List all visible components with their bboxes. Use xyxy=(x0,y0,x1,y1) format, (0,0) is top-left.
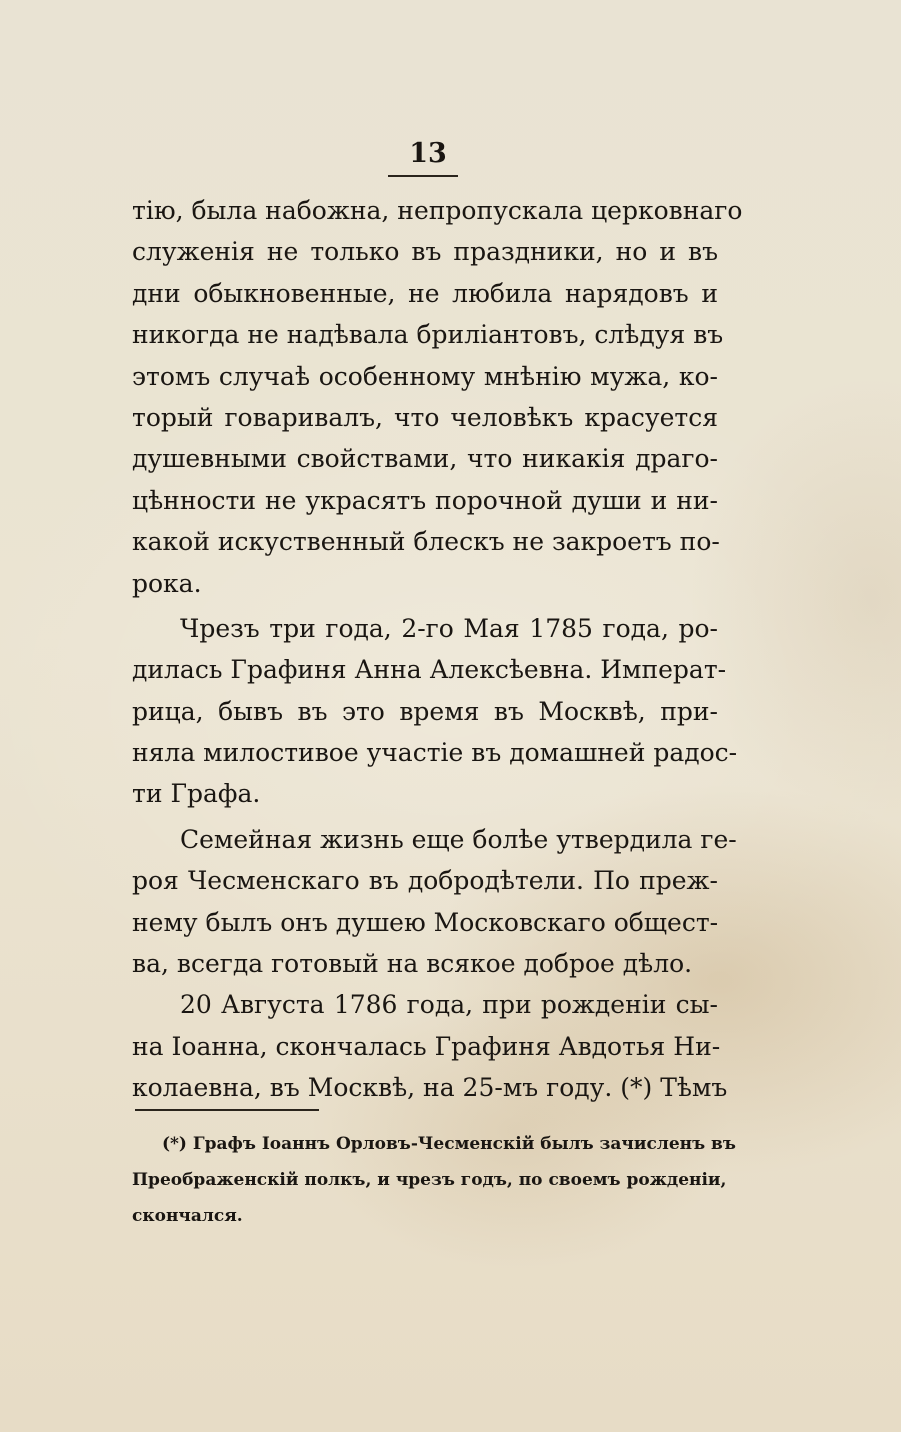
text-line: нему былъ онъ душею Московскаго общест- xyxy=(132,907,719,937)
text-line: роя Чесменскаго въ добродѣтели. По преж- xyxy=(132,866,718,896)
text-line: колаевна, въ Москвѣ, на 25-мъ году. (*) Тѣмъ xyxy=(132,1073,728,1103)
text-line: тію, была набожна, непропускала церковнаго xyxy=(132,196,743,225)
text-line: этомъ случаѣ особенному мнѣнію мужа, ко- xyxy=(132,361,718,391)
footnote-line: Преображенскій полкъ, и чрезъ годъ, по своемъ рожденіи, xyxy=(132,1170,727,1190)
text-line: служенія не только въ праздники, но и въ xyxy=(132,237,718,267)
text-line: никогда не надѣвала бриліантовъ, слѣдуя въ xyxy=(132,320,724,350)
footnote-line: (*) Графъ Іоаннъ Орловъ-Чесменскій былъ зачисленъ въ xyxy=(162,1134,736,1154)
text-line: Чрезъ три года, 2-го Мая 1785 года, ро- xyxy=(180,613,718,643)
text-line: дилась Графиня Анна Алексѣевна. Императ- xyxy=(132,655,727,685)
text-line: душевными свойствами, что никакія драго- xyxy=(132,444,718,474)
footnote xyxy=(132,1126,736,1234)
body-text xyxy=(132,190,743,1109)
text-line: ти Графа. xyxy=(132,779,261,809)
text-line: какой искуственный блескъ не закроетъ по- xyxy=(132,527,720,557)
text-line: рица, бывъ въ это время въ Москвѣ, при- xyxy=(132,696,718,726)
footnote-line: скончался. xyxy=(132,1206,243,1226)
text-line: торый говаривалъ, что человѣкъ красуется xyxy=(132,402,718,432)
page-number: 13 xyxy=(409,138,447,169)
footnote-rule xyxy=(135,1109,319,1111)
header-rule xyxy=(388,175,458,177)
text-line: рока. xyxy=(132,568,202,598)
text-line: ва, всегда готовый на всякое доброе дѣло. xyxy=(132,949,693,979)
text-line: Семейная жизнь еще болѣе утвердила ге- xyxy=(180,824,737,854)
text-line: дни обыкновенные, не любила нарядовъ и xyxy=(132,278,718,308)
text-line: цѣнности не украсятъ порочной души и ни- xyxy=(132,485,718,515)
text-line: 20 Августа 1786 года, при рожденіи сы- xyxy=(180,990,718,1020)
text-line: няла милостивое участіе въ домашней радос- xyxy=(132,738,738,768)
text-line: на Іоанна, скончалась Графиня Авдотья Ни- xyxy=(132,1031,721,1061)
